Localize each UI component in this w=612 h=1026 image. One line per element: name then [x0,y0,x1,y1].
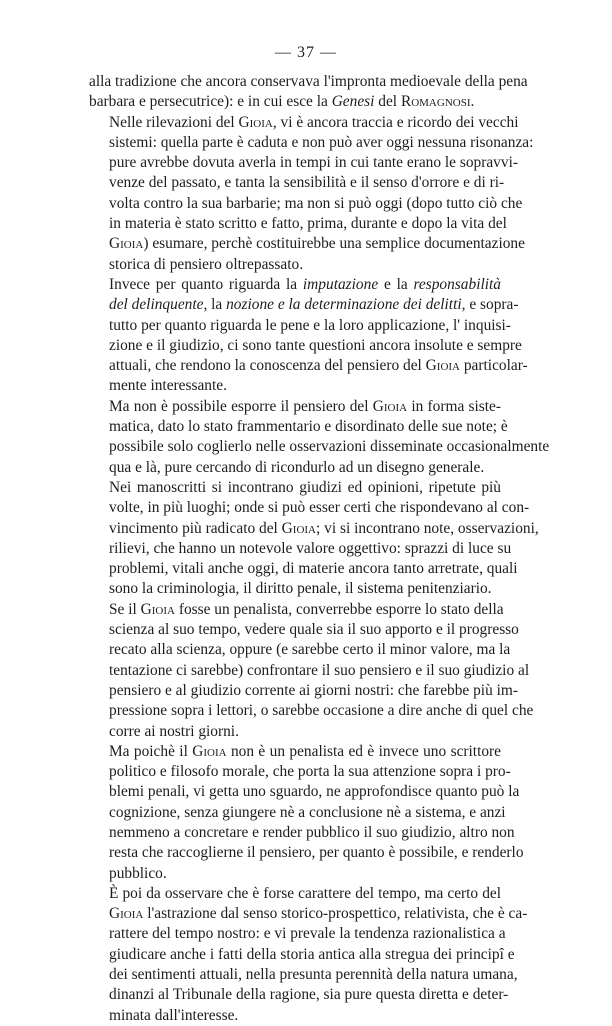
text-line [89,559,518,579]
text-run: Nei manoscritti si incontrano giudizi ed opinioni, ripetute più [109,478,501,496]
text-run: pressione sopra i lettori, o sarebbe occasione a dire anche di quel che [109,702,534,720]
text-line [89,397,501,417]
italic-run: nozione e la determinazione dei delitti, [226,296,466,314]
text-line [89,437,550,457]
text-run: giudicare anche i fatti della storia antica alla stregua dei principî e [109,945,515,963]
text-run: particolar- [460,357,528,375]
text-run: zione e il giudizio, ci sono tante questioni ancora insolute e sempre [109,336,522,354]
small-caps-name: Gioia [425,357,461,375]
text-run: matica, dato lo stato frammentario e disordinato delle sue note; è [109,418,508,436]
paragraph [89,397,550,478]
text-run: vincimento più radicato del [109,519,282,537]
text-run: Ma poichè il [109,742,193,760]
text-line [89,701,534,721]
italic-run: responsabilità [413,275,501,293]
page-number: — 37 — [275,44,337,61]
text-line [89,72,528,92]
text-run: politico e filosofo morale, che porta la sua attenzione sopra i pro- [109,763,511,781]
small-caps-name: Gioia [140,600,175,618]
text-line [89,194,523,214]
text-run: tentazione ci sarebbe) confrontare il suo pensiero e il suo giudizio al [109,661,530,679]
text-run: resta che raccoglierne il pensiero, per quanto è possibile, e renderlo [109,844,524,862]
text-line [89,316,511,336]
text-line [89,458,501,478]
text-run: dinanzi al Tribunale della ragione, sia pure questa diretta e deter- [109,986,509,1004]
paragraph [89,275,528,397]
text-line [89,478,501,498]
text-line [89,640,511,660]
text-line [89,234,525,254]
text-line [89,356,528,376]
text-run: la [207,296,227,314]
text-run: storica di pensiero oltrepassato. [109,255,304,273]
paragraph [89,72,528,113]
text-run: Nelle rilevazioni del [109,113,239,131]
text-run: in forma siste- [407,397,501,415]
text-line [89,1006,501,1026]
paragraph [89,884,528,1026]
text-line [89,539,512,559]
text-line [89,904,528,924]
text-run: non è un penalista ed è invece uno scrittore [226,742,502,760]
text-line [89,295,519,315]
text-run: ) esumare, perchè costituirebbe una semplice documentazione [143,235,525,253]
text-line [89,275,501,295]
paragraph [89,478,539,600]
text-run: pure avrebbe dovuta averla in tempi in cui tante erano le sopravvi- [109,154,518,172]
text-line [89,965,518,985]
text-line [89,803,506,823]
text-run: rattere del tempo nostro: e vi prevale la tendenza razionalistica a [109,925,506,943]
text-line [89,823,515,843]
text-run: minata dall'interesse. [109,1006,239,1024]
text-run: alla tradizione che ancora conservava l'impronta medioevale della pena [89,73,528,90]
small-caps-name: Gioia [109,235,144,253]
text-run: sono la criminologia, il diritto penale, il sistema penitenziario. [109,580,492,598]
text-run: , vi è ancora traccia e ricordo dei vecchi [272,113,519,131]
text-line [89,113,519,133]
text-run: dei sentimenti attuali, nella presunta perennità della natura umana, [109,966,518,984]
text-line [89,864,501,884]
text-run: blemi penali, vi getta uno sguardo, ne approfondisce quanto può la [109,783,520,801]
text-run: attuali, che rendono la conoscenza del pensiero del [109,357,426,375]
text-run: volta contro la sua barbarie; ma non si può oggi (dopo tutto ciò che [109,194,523,212]
text-line [89,519,539,539]
text-line [89,742,501,762]
text-run: mente interessante. [109,377,227,395]
text-run: venze del passato, e tanta la sensibilità e il senso d'orrore e di ri- [109,174,505,192]
text-run: . [470,93,475,111]
text-line [89,782,520,802]
paragraph [89,742,524,884]
text-run: recato alla scienza, oppure (e sarebbe certo il minor valore, ma la [109,641,511,659]
text-line [89,336,522,356]
text-run: qua e là, pure cercando di ricondurlo ad un disegno generale. [109,458,485,476]
text-run: problemi, vitali anche oggi, di materie ancora tanto arretrate, quali [109,560,518,578]
text-run: pensiero e al giudizio corrente ai giorni nostri: che farebbe più im- [109,681,518,699]
text-line [89,722,501,742]
text-line [89,661,530,681]
text-line [89,843,524,863]
text-line [89,255,501,275]
small-caps-name: Gioia [192,742,227,760]
small-caps-name: Gioia [238,113,273,131]
text-run: possibile solo coglierlo nelle osservazioni disseminate occasionalmente [109,438,550,456]
text-line [89,579,501,599]
small-caps-name: Romagnosi [400,93,471,111]
text-run: in materia è stato scritto e fatto, prima, durante e dopo la vita del [109,215,507,233]
text-line [89,498,530,518]
small-caps-name: Gioia [109,905,144,923]
text-run: È poi da osservare che è forse carattere del tempo, ma certo del [109,884,501,902]
text-run: sistemi: quella parte è caduta e non può aver oggi nessuna risonanza: [109,133,534,151]
text-run: rilievi, che hanno un notevole valore oggettivo: sprazzi di luce su [109,539,512,557]
text-run: cognizione, senza giungere nè a conclusione nè a sistema, e anzi [109,803,506,821]
text-run: e sopra- [465,296,519,314]
text-line [89,214,507,234]
text-line [89,153,518,173]
text-line [89,133,534,153]
text-line [89,924,506,944]
text-run: Invece per quanto riguarda la [109,275,303,293]
text-run: pubblico. [109,864,167,882]
text-run: e la [378,275,414,293]
text-run: Se il [109,600,141,618]
text-run: l'astrazione dal senso storico-prospettico, relativista, che è ca- [143,905,528,923]
text-run: Ma non è possibile esporre il pensiero del [109,397,373,415]
text-line [89,600,504,620]
text-line [89,681,518,701]
text-run: tutto per quanto riguarda le pene e la loro applicazione, l' inquisi- [109,316,511,334]
text-line [89,92,501,112]
text-run: corre ai nostri giorni. [109,722,239,740]
text-run: ; vi si incontrano note, osservazioni, [316,519,539,537]
text-line [89,376,501,396]
text-run: barbara e persecutrice): e in cui esce la [89,93,332,111]
text-line [89,985,509,1005]
italic-run: imputazione [302,275,379,293]
text-line [89,620,519,640]
text-run: del [374,93,401,111]
italic-run: del delinquente, [109,296,208,314]
small-caps-name: Gioia [372,397,408,415]
text-line [89,884,501,904]
text-line [89,945,515,965]
text-line [89,173,505,193]
text-run: fosse un penalista, converrebbe esporre lo stato della [174,600,504,618]
paragraph [89,600,534,742]
body-text [89,72,550,1026]
text-run: scienza al suo tempo, vedere quale sia il suo apporto e il progresso [109,621,519,639]
text-line [89,417,508,437]
text-run: nemmeno a concretare e render pubblico il suo giudizio, altro non [109,823,515,841]
paragraph [89,113,534,275]
small-caps-name: Gioia [281,519,317,537]
italic-run: Genesi [331,93,375,111]
text-line [89,762,511,782]
text-run: volte, in più luoghi; onde si può esser certi che rispondevano al con- [109,499,530,517]
